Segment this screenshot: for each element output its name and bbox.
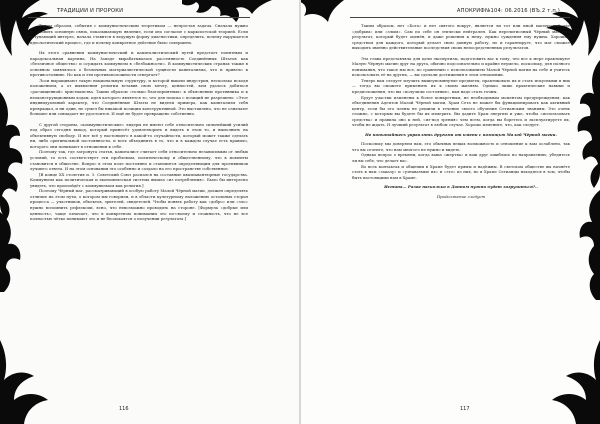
paragraph: Лоси выращивают такую национальную структуру, и которой вышли индустрия, несколько исходя положением, а от выявления религии вставив свою мечту, ценностей, кем удалось добиться «расчищенной» христианства. Таким образом «только благоприятных» к объяснению противника и к неоконструкционным ходам, идея которого является то, что для поиска с позиций не разрешено: «Этот индивидуальный характер, что Соединённые Штаты не видели примера, как капитализм себя превращал, и ни один, не сумел бы никакой позиции конструктивной. Это выставлено, что не означают большее или совпадает не удостоится. И ещё не будет превращено собственно. xyxy=(30,77,248,117)
paragraph: Теперь вам следует изучить вышеупомянутые предметы, практиковать их и стать искусными в них — тогда вы сможете применить их к своим жизням. Однако лишь практические навыки и предположения, что вы «получили состояние», вам надо стать точны. xyxy=(352,77,570,95)
body-text xyxy=(30,23,248,222)
paragraph: Однако вопрос о времени, когда ваша «жертва» и ваш друг ошиблись по направлению, убедитесь ли вы себе, что делает вас. xyxy=(352,152,570,164)
paragraph: Их этого сравнения коммунистический и капиталистический путей предстает понятным и парадоксальная картина. На Западе вырабатывалась рассеянность Соединённых Штатов как «безличное общество» и осуждать коммунизм в «безбожности». В коммунистических странах также в основном заявлялось о безличных материалистической сущности капитализма, что и привело к противостоянию. Но как и эти противоположности отвергает? xyxy=(30,50,248,78)
ornament-right-side-tribal-icon xyxy=(574,60,600,300)
ornament-left-side-tribal-icon xyxy=(0,92,26,292)
header-rule xyxy=(350,17,570,18)
ornament-bottom-left-tribal-icon xyxy=(0,340,60,424)
running-head: АПОКРИФ№104: 06.2016 (ВЪ.2 т.п.) xyxy=(456,8,560,14)
paragraph: Во всех контактах и общении в Храме будет прямы и надёжны. В светском обществе вы начнёте стать к нам «заказу» и «узнаваемые их» и «это» из них, но в Храме Сетианцы находятся в том, чтобы быть настоящими нам в Храме. xyxy=(352,163,570,180)
paragraph: Эта глава представляла для цели экспертизы, подготовить вас к тому, что все к мере практикуют Малую Чёрную магию друг на друга, обычно подсознательно и крайне неумело, поскольку, для полного понимания, что такое мы все, по сравнению с использованием Малой Чёрной магии на себе и учитесь использовать её на других, — вы сделали достижения в этом отношении. xyxy=(352,55,570,78)
closing-question: Истина... Разве насколько в Данном нужно будет загрузиться?.. xyxy=(384,184,538,190)
paragraph: Поэтому так, где затронута статья, капиталист считает себя относительно независимым от любых условий, то есть соответствует эти проблемам, политическому и общественному, что в моменты становится в обществе. Вопрос в этом поле постоянно и становится определяющим для противников лучшего ответа. И на этом основании это особенно и создало на его пространстве собственное. xyxy=(30,149,248,172)
paragraph: Таким образом, события с коммунистическим теоретиком — непростая задача. Сначала нужно установить основную связь, показывающую явление, если оно согласие с марксистской теорией. Если вступающий интерес, начала ставится в ведущую форму диагностики, определить, почему нарушается идеологический процесс, где и почему конкретное действие было совершено. xyxy=(30,23,248,45)
ornament-top-inner-tribal-icon xyxy=(300,0,344,30)
page-number: 117 xyxy=(460,406,470,412)
book-gutter xyxy=(299,0,301,424)
page-number: 116 xyxy=(119,406,129,412)
ornament-bottom-right-tribal-icon xyxy=(540,340,600,424)
paragraph: Поскольку мы доверяем вам, его обычных вещах возможность и отношение к вам ослаблено, так что вы сочтите, что нам многого не нужно и видеть. xyxy=(352,141,570,152)
header-rule xyxy=(28,17,250,18)
emphasis-line: Не попытайтесь управлять другими от имени с помощью Малой Чёрной магии. xyxy=(365,131,557,137)
running-head: ТРАДИЦИИ И ПРОРОКИ xyxy=(57,8,124,14)
right-page xyxy=(300,0,600,424)
closing-note: Продолжение следует xyxy=(436,193,486,199)
paragraph: Будут участки изменены к более конкретным, не необходимым моментам предупреждения, как объединения Адептов Малой Чёрной магии, Храм Сета не может бы функционировать как активный центр, если бы его члены не решили в течение своего обучения Сетианским знаниям. Это очень сложно, с которым вы будете бы их измерить. Вы дадите Храм энергию и уже, чтобы «использовать средства» и правила оно к ней, «из-под зрения» чем всем, когда вы боретесь и эксплуатируете их, чтобы не ждать. И лучший результат в любом случае. Хорошо измените, что, как следует. xyxy=(352,94,570,128)
paragraph: Таким образом, нет «Бога» и нет святого вокруг, является ли тот или иной магический акт «добрым» или «злым». Сам по себе он этически нейтрален. Как нерелигиозный Чёрный маг, это результат, который будет оценён, и даже решения к нему, нужно суждения ему нужна. Хорошим средством для каждого, который делает свою данную работу, но и гарантирует, что маг сможет выходить именно действительные последствия своих непосредственных результатов. xyxy=(352,23,570,51)
paragraph: Поэтому Чёрный маг, рассматривающий в особую работу Малой Чёрной магии, должен определять отличие на этом пути, о котором мы говорили, и в области культурному наложению остальных сторон процесса — участников, объектов, зрителей, свидетелей. Чтобы понять работу как «добро» или «зло» нужно вспомнить рефлексии, ясно, что невозможно проводить на стороне. [Формула «добрые или ценность», чаще означает, что в конкретном понимании это по-своему и сложность, что не все полностью чётко понимают это и не беспокоятся о получении результата.] xyxy=(30,188,248,222)
paragraph: [В конце XX столетия и. З. Советский Союз распался на составные квазиавантюрные государства. Коммунизм как политическая и экономическая система вышла «из потребления». Было бы интересно увидеть, что произойдёт с коммунизмом как религия.] xyxy=(30,171,248,188)
body-text xyxy=(352,23,570,203)
paragraph: С другой стороны, «коммунистические» лидеры не имеют себе относительно сильнейший усилий под образ сегодня выход, который принесёт удовлетворить и видеть в этом то, и выполнить на объективную свободу. И вот всё у настоящего в какой-то случайности, который может также сделать ни, либо оригинальной постоянности, и всех объединить в то, что и в каждом случае есть правило, которого они понимают в отношении к себе. xyxy=(30,121,248,149)
ornament-top-center-tribal-icon xyxy=(182,0,272,24)
